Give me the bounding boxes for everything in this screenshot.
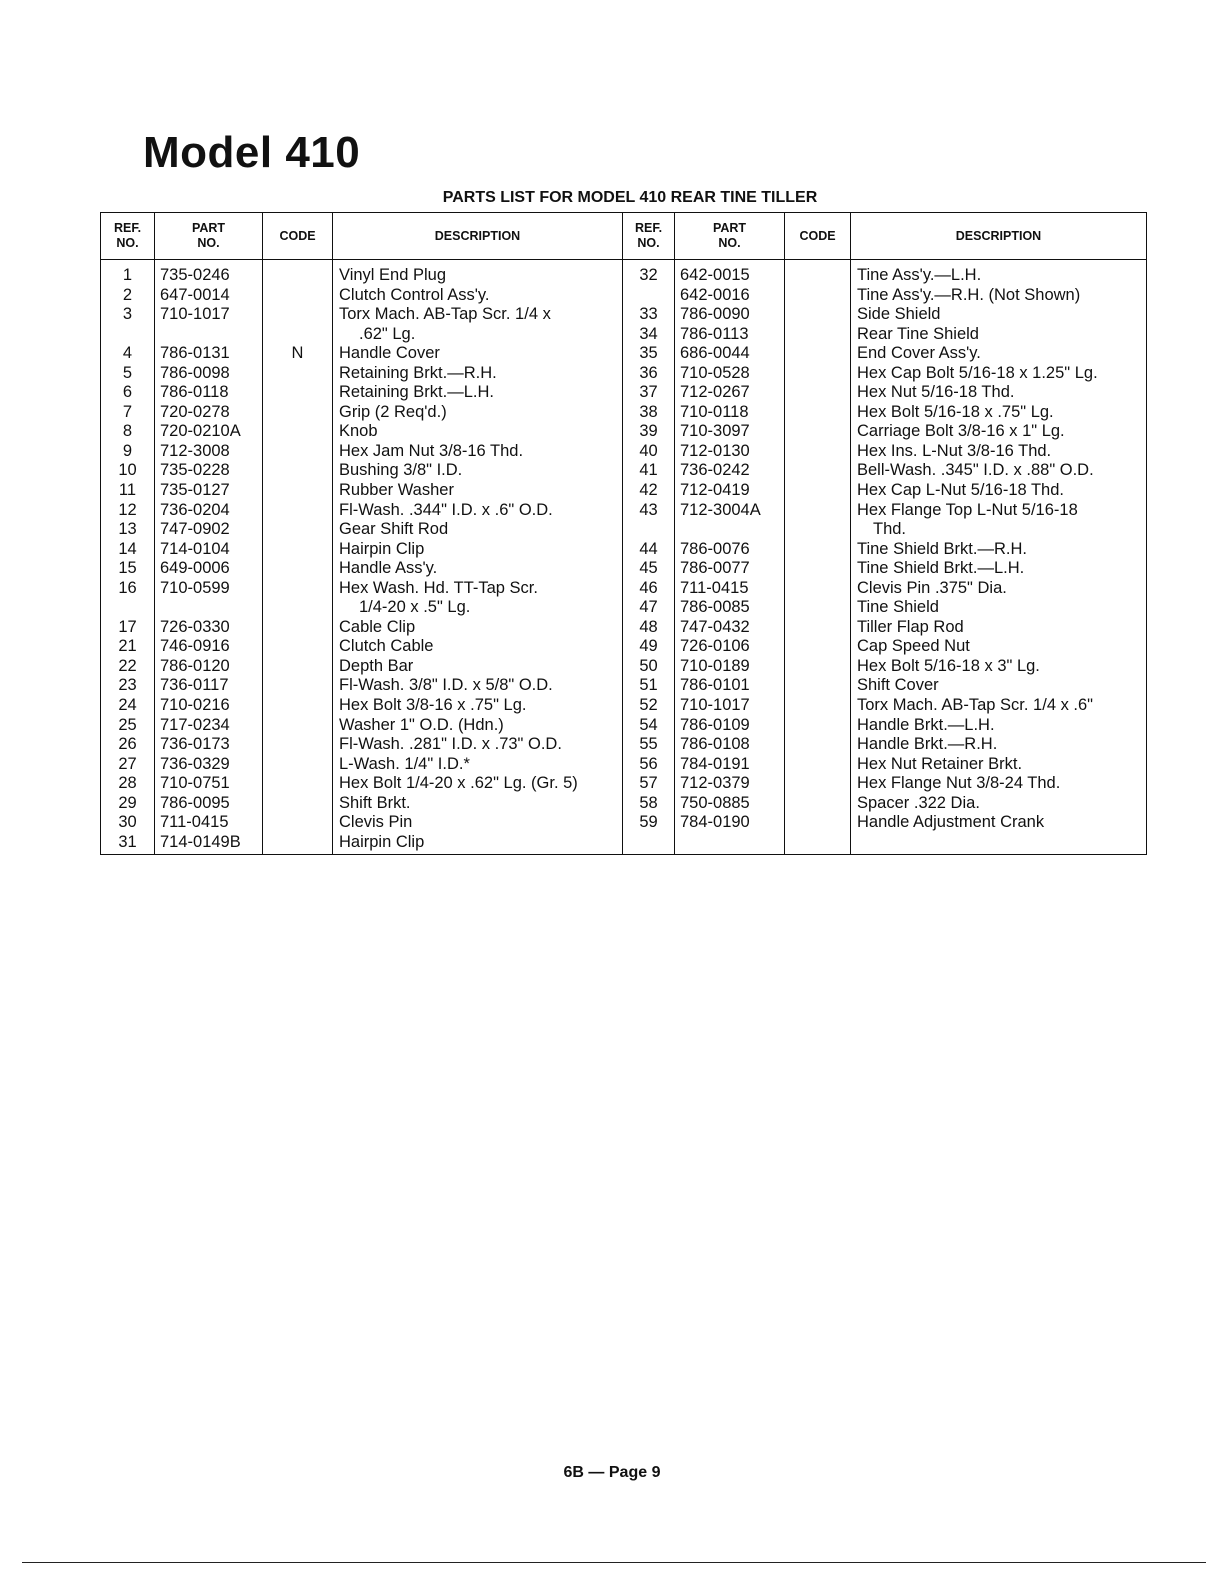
cell-line: 26 [118,735,137,754]
cell-line: 33 [639,305,658,324]
cell-line: 712-0130 [680,441,750,460]
cell-line: 13 [118,520,137,539]
cell-line [263,579,332,599]
cell-line: 786-0131 [160,344,230,363]
cell-line: Hex Cap Bolt 5/16-18 x 1.25" Lg. [857,363,1098,382]
cell-line [675,520,784,540]
cell-line: 32 [639,266,658,284]
cell-line: Hex Bolt 5/16-18 x 3" Lg. [857,656,1040,675]
header-row [101,213,1147,260]
cell-line [785,579,850,599]
cell-line: 736-0242 [680,461,750,480]
cell-line: 1/4-20 x .5" Lg. [359,598,471,617]
cell-line: 717-0234 [160,715,230,734]
cell-line: 23 [118,676,137,695]
cell-line: 784-0191 [680,754,750,773]
description-header: DESCRIPTION [333,213,623,260]
cell-line: 2 [122,285,133,304]
cell-line: 735-0246 [160,266,230,284]
cell-line: 736-0329 [160,754,230,773]
cell-line: 714-0104 [160,539,230,558]
cell-line: 21 [118,637,137,656]
cell-line [785,813,850,833]
cell-line: 42 [639,481,658,500]
cell-line: Fl-Wash. 3/8" I.D. x 5/8" O.D. [339,676,553,695]
cell-line [263,540,332,560]
cell-line: 710-1017 [680,696,750,715]
cell-line: 34 [639,324,658,343]
cell-line: Bushing 3/8" I.D. [339,461,463,480]
cell-line: 710-0118 [680,402,749,421]
cell-line [263,637,332,657]
cell-line: Hex Nut Retainer Brkt. [857,754,1023,773]
cell-line [785,755,850,775]
cell-line: Hex Flange Nut 3/8-24 Thd. [857,774,1061,793]
cell-line: Cap Speed Nut [857,637,970,656]
cell-line: 735-0228 [160,461,230,480]
cell-line: 647-0014 [160,285,230,304]
cell-line [263,657,332,677]
description-header-right: DESCRIPTION [851,213,1147,260]
cell-line: 7 [122,402,133,421]
cell-line: 49 [639,637,658,656]
cell-line: Hex Wash. Hd. TT-Tap Scr. [339,578,538,597]
cell-line: 35 [639,344,658,363]
cell-line: Depth Bar [339,656,414,675]
cell-line: 6 [122,383,133,402]
cell-line: Hex Nut 5/16-18 Thd. [857,383,1015,402]
cell-line [101,325,154,345]
cell-line [785,520,850,540]
cell-line [263,813,332,833]
cell-line [785,598,850,618]
cell-line: 8 [122,422,133,441]
cell-line: Spacer .322 Dia. [857,793,980,812]
cell-line [785,618,850,638]
cell-line: Clutch Cable [339,637,434,656]
cell-line: Washer 1" O.D. (Hdn.) [339,715,504,734]
cell-line: 56 [639,754,658,773]
cell-line [263,501,332,521]
cell-line [263,716,332,736]
cell-line: 36 [639,363,658,382]
cell-line: Handle Brkt.—L.H. [857,715,995,734]
cell-line: Shift Cover [857,676,939,695]
cell-line: 736-0117 [160,676,229,695]
cell-line: 712-3004A [680,500,761,519]
ref-no-header-right: REF. NO. [623,213,675,260]
cell-line: Shift Brkt. [339,793,411,812]
cell-line: 46 [639,578,658,597]
cell-line: 51 [639,676,658,695]
cell-line: 40 [639,441,658,460]
cell-line: Rear Tine Shield [857,324,979,343]
cell-line: 726-0106 [680,637,750,656]
cell-line [263,481,332,501]
cell-line [785,794,850,814]
cell-line: 16 [118,578,137,597]
cell-line [263,755,332,775]
cell-line: 786-0120 [160,656,230,675]
cell-line: N [291,344,304,363]
cell-line [785,540,850,560]
cell-line [263,696,332,716]
cell-line: Retaining Brkt.—R.H. [339,363,497,382]
right-description-column [851,260,1147,855]
cell-line [785,676,850,696]
cell-line: Vinyl End Plug [339,266,447,284]
cell-line [623,286,674,306]
cell-line: Clutch Control Ass'y. [339,285,490,304]
cell-line: Hairpin Clip [339,539,425,558]
cell-line: 726-0330 [160,617,230,636]
cell-line: 714-0149B [160,832,241,851]
cell-line: 44 [639,539,658,558]
table-body-row [101,260,1147,855]
part-no-header: PART NO. [155,213,263,260]
cell-line: 711-0415 [160,813,229,832]
right-ref-column [623,260,675,855]
cell-line [785,716,850,736]
cell-line: Handle Cover [339,344,440,363]
cell-line: 59 [639,813,658,832]
cell-line [263,794,332,814]
cell-line: 747-0902 [160,520,230,539]
cell-line: 24 [118,696,137,715]
cell-line: End Cover Ass'y. [857,344,981,363]
cell-line: 710-3097 [680,422,750,441]
cell-line [785,266,850,286]
cell-line: 786-0113 [680,324,749,343]
cell-line [785,481,850,501]
ref-no-header: REF. NO. [101,213,155,260]
cell-line [263,383,332,403]
cell-line: Tine Ass'y.—L.H. [857,266,982,284]
cell-line: 50 [639,656,658,675]
cell-line: 736-0204 [160,500,230,519]
cell-line: 710-0189 [680,656,750,675]
cell-line: Retaining Brkt.—L.H. [339,383,494,402]
cell-line: 786-0095 [160,793,230,812]
cell-line: Clevis Pin [339,813,413,832]
cell-line: 38 [639,402,658,421]
cell-line: Tine Shield [857,598,939,617]
cell-line: Gear Shift Rod [339,520,449,539]
cell-line [263,735,332,755]
cell-line: 786-0108 [680,735,750,754]
cell-line: Hairpin Clip [339,832,425,851]
cell-line: 55 [639,735,658,754]
left-part-column [155,260,263,855]
cell-line: 27 [118,754,137,773]
cell-line: Handle Brkt.—R.H. [857,735,998,754]
cell-line: 710-0751 [160,774,230,793]
cell-line [263,442,332,462]
cell-line [263,559,332,579]
cell-line: 642-0015 [680,266,750,284]
cell-line [785,657,850,677]
cell-line: Thd. [873,520,907,539]
cell-line [263,833,332,853]
cell-line [101,598,154,618]
parts-list-title: PARTS LIST FOR MODEL 410 REAR TINE TILLER [442,189,818,206]
cell-line: Hex Cap L-Nut 5/16-18 Thd. [857,481,1064,500]
cell-line: Tine Shield Brkt.—L.H. [857,559,1025,578]
cell-line [263,422,332,442]
cell-line: 58 [639,793,658,812]
cell-line [785,305,850,325]
cell-line [263,305,332,325]
cell-line: Hex Jam Nut 3/8-16 Thd. [339,441,524,460]
cell-line [155,598,262,618]
cell-line: Bell-Wash. .345" I.D. x .88" O.D. [857,461,1094,480]
cell-line: 711-0415 [680,578,749,597]
cell-line: Hex Bolt 1/4-20 x .62" Lg. (Gr. 5) [339,774,578,793]
cell-line: Torx Mach. AB-Tap Scr. 1/4 x [339,305,551,324]
cell-line: 712-0379 [680,774,750,793]
cell-line: 31 [118,832,137,851]
cell-line: Hex Bolt 5/16-18 x .75" Lg. [857,402,1054,421]
cell-line: 720-0210A [160,422,241,441]
cell-line: Knob [339,422,378,441]
cell-line: 649-0006 [160,559,230,578]
cell-line [263,266,332,286]
page-number: 6B — Page 9 [563,1464,661,1481]
cell-line: 9 [122,441,133,460]
cell-line: Tine Shield Brkt.—R.H. [857,539,1027,558]
cell-line: 710-1017 [160,305,230,324]
part-no-header-right: PART NO. [675,213,785,260]
cell-line [785,364,850,384]
cell-line: 37 [639,383,658,402]
parts-table [100,212,1147,855]
right-part-column [675,260,785,855]
cell-line: 710-0599 [160,578,230,597]
cell-line: 712-0267 [680,383,750,402]
cell-line: 11 [118,481,137,500]
cell-line [785,325,850,345]
cell-line [785,442,850,462]
cell-line: Tiller Flap Rod [857,617,964,636]
cell-line: 29 [118,793,137,812]
cell-line: 30 [118,813,137,832]
cell-line: 22 [118,656,137,675]
cell-line: 15 [118,559,137,578]
cell-line: Clevis Pin .375" Dia. [857,578,1007,597]
cell-line: 747-0432 [680,617,750,636]
cell-line [785,383,850,403]
cell-line: 786-0109 [680,715,750,734]
cell-line: Handle Ass'y. [339,559,438,578]
cell-line [263,598,332,618]
cell-line [785,461,850,481]
cell-line: 39 [639,422,658,441]
cell-line: 45 [639,559,658,578]
cell-line: 14 [118,539,137,558]
cell-line: 750-0885 [680,793,750,812]
cell-line: 786-0077 [680,559,750,578]
cell-line [155,325,262,345]
cell-line: Rubber Washer [339,481,454,500]
cell-line: Hex Bolt 3/8-16 x .75" Lg. [339,696,527,715]
cell-line: Fl-Wash. .344" I.D. x .6" O.D. [339,500,553,519]
cell-line: 710-0528 [680,363,750,382]
cell-line: Side Shield [857,305,941,324]
cell-line [263,461,332,481]
cell-line: 28 [118,774,137,793]
cell-line [263,286,332,306]
code-header: CODE [263,213,333,260]
cell-line: Tine Ass'y.—R.H. (Not Shown) [857,285,1081,304]
cell-line [785,403,850,423]
cell-line: 712-0419 [680,481,750,500]
cell-line: 5 [122,363,133,382]
left-ref-column [101,260,155,855]
cell-line: Fl-Wash. .281" I.D. x .73" O.D. [339,735,562,754]
cell-line: 786-0090 [680,305,750,324]
cell-line: 12 [118,500,137,519]
cell-line: 25 [118,715,137,734]
left-description-column [333,260,623,855]
cell-line [785,344,850,364]
cell-line: 47 [639,598,658,617]
cell-line: 1 [122,266,133,284]
cell-line: 786-0085 [680,598,750,617]
cell-line: 43 [639,500,658,519]
cell-line: L-Wash. 1/4" I.D.* [339,754,470,773]
cell-line [263,520,332,540]
cell-line [263,618,332,638]
cell-line [785,774,850,794]
cell-line [785,637,850,657]
cell-line: 736-0173 [160,735,230,754]
cell-line [263,364,332,384]
cell-line: 786-0076 [680,539,750,558]
cell-line: 746-0916 [160,637,230,656]
cell-line [785,735,850,755]
cell-line: 784-0190 [680,813,750,832]
code-header-right: CODE [785,213,851,260]
left-code-column [263,260,333,855]
cell-line: 686-0044 [680,344,750,363]
cell-line: 48 [639,617,658,636]
cell-line: 642-0016 [680,285,750,304]
cell-line: Handle Adjustment Crank [857,813,1045,832]
cell-line: 786-0118 [160,383,229,402]
cell-line: 54 [639,715,658,734]
cell-line: 786-0101 [680,676,750,695]
cell-line [785,422,850,442]
cell-line: 712-3008 [160,441,230,460]
right-code-column [785,260,851,855]
cell-line: Hex Flange Top L-Nut 5/16-18 [857,500,1078,519]
cell-line: 735-0127 [160,481,230,500]
cell-line: 4 [122,344,133,363]
bottom-rule [22,1562,1206,1563]
cell-line: .62" Lg. [359,324,416,343]
cell-line: Grip (2 Req'd.) [339,402,447,421]
cell-line [785,696,850,716]
cell-line: 57 [639,774,658,793]
cell-line [263,403,332,423]
cell-line: 41 [639,461,658,480]
cell-line [623,520,674,540]
cell-line [785,559,850,579]
cell-line: Hex Ins. L-Nut 3/8-16 Thd. [857,441,1052,460]
cell-line: 3 [122,305,133,324]
cell-line: 720-0278 [160,402,230,421]
cell-line: 17 [118,617,137,636]
cell-line: Torx Mach. AB-Tap Scr. 1/4 x .6" [857,696,1094,715]
cell-line [263,325,332,345]
cell-line: 52 [639,696,658,715]
cell-line: 10 [118,461,137,480]
cell-line: 786-0098 [160,363,230,382]
cell-line: 710-0216 [160,696,230,715]
cell-line [785,501,850,521]
cell-line [263,774,332,794]
cell-line [785,286,850,306]
model-title: Model 410 [143,128,361,177]
cell-line: Carriage Bolt 3/8-16 x 1" Lg. [857,422,1065,441]
cell-line: Cable Clip [339,617,416,636]
cell-line [263,676,332,696]
